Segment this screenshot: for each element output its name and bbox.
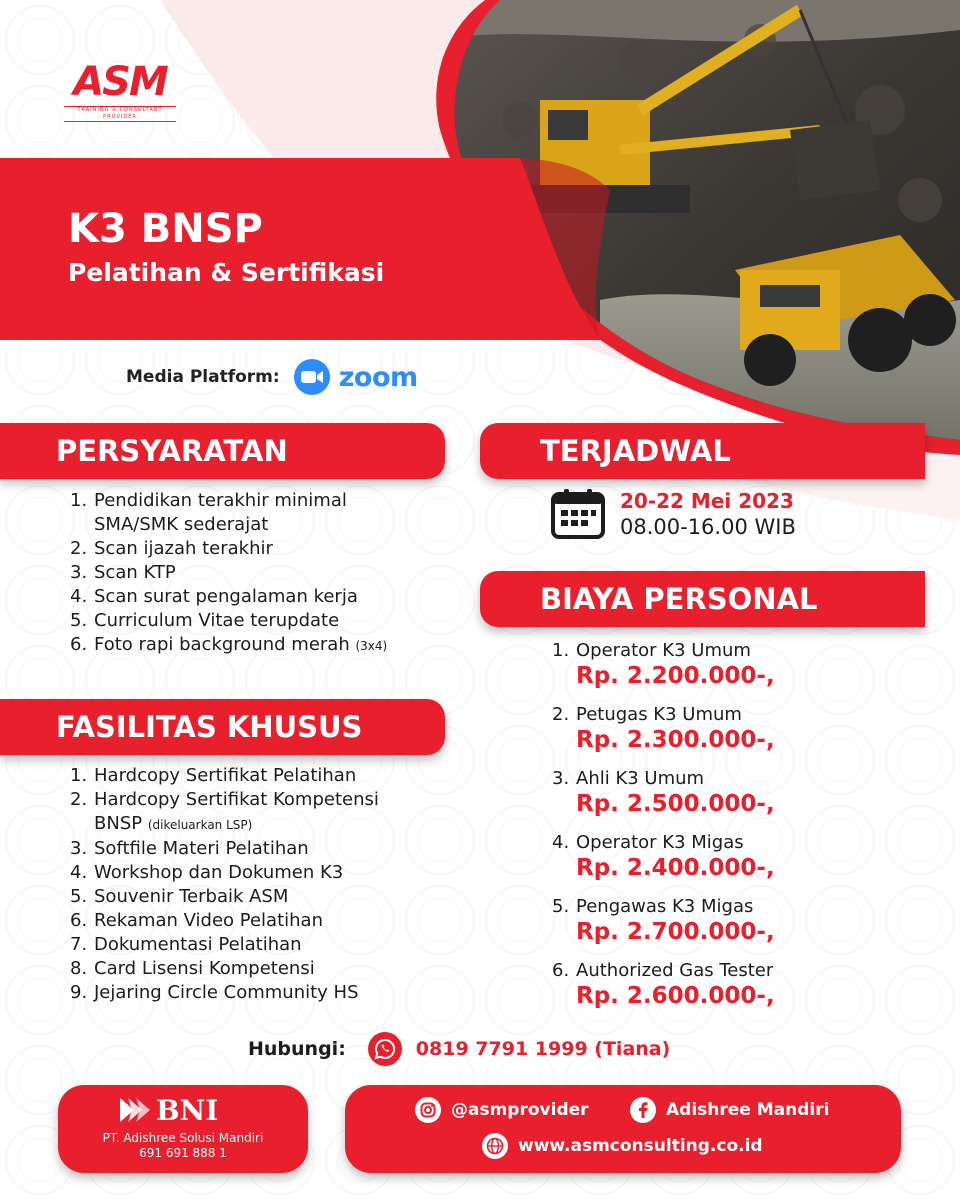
requirements-header (0, 423, 445, 479)
fee-item: 3. Ahli K3 Umum Rp. 2.500.000-, (552, 768, 775, 817)
list-item: 8. Card Lisensi Kompetensi (70, 958, 315, 979)
facilities-heading: FASILITAS KHUSUS (56, 710, 363, 744)
bni-logo (118, 1093, 218, 1127)
fee-label: Petugas K3 Umum (576, 704, 742, 725)
requirements-list (70, 489, 470, 658)
website-url: www.asmconsulting.co.id (518, 1136, 763, 1156)
fee-item: 2. Petugas K3 Umum Rp. 2.300.000-, (552, 704, 775, 753)
requirements-heading: PERSYARATAN (56, 434, 288, 468)
list-item: 5. Curriculum Vitae terupdate (70, 610, 340, 631)
bni-logo-icon (118, 1096, 152, 1124)
fee-price: Rp. 2.400.000-, (576, 855, 775, 881)
zoom-wordmark: zoom (338, 361, 418, 393)
logo-tagline: TRAINING & CONSULTANT PROVIDER (64, 106, 176, 122)
hero-title: K3 BNSP (68, 206, 263, 252)
fee-label: Operator K3 Migas (576, 832, 744, 853)
asm-logo (60, 58, 180, 120)
schedule-time: 08.00-16.00 WIB (620, 515, 796, 539)
facebook-name: Adishree Mandiri (666, 1100, 830, 1120)
fee-price: Rp. 2.700.000-, (576, 919, 775, 945)
website-link[interactable] (482, 1133, 763, 1159)
hero-subtitle: Pelatihan & Sertifikasi (68, 258, 385, 287)
facilities-list (70, 764, 480, 1005)
bank-info-box (58, 1085, 308, 1173)
globe-icon (482, 1133, 508, 1159)
fee-item: 4. Operator K3 Migas Rp. 2.400.000-, (552, 832, 775, 881)
fee-price: Rp. 2.300.000-, (576, 727, 775, 753)
instagram-handle: @asmprovider (451, 1100, 589, 1120)
list-item: 4. Scan surat pengalaman kerja (70, 586, 358, 607)
fees-heading: BIAYA PERSONAL (540, 582, 818, 616)
list-item: 9. Jejaring Circle Community HS (70, 982, 359, 1003)
list-item: 3. Scan KTP (70, 562, 176, 583)
calendar-icon (550, 488, 606, 540)
bni-wordmark: BNI (156, 1093, 219, 1127)
list-item: 7. Dokumentasi Pelatihan (70, 934, 302, 955)
list-item: 3. Softfile Materi Pelatihan (70, 838, 309, 859)
list-item: 4. Workshop dan Dokumen K3 (70, 862, 344, 883)
fee-item: 5. Pengawas K3 Migas Rp. 2.700.000-, (552, 896, 775, 945)
list-item: 1. Pendidikan terakhir minimal SMA/SMK sederajat (70, 490, 347, 535)
facebook-link[interactable] (630, 1097, 829, 1123)
media-platform (126, 362, 418, 392)
fee-item: 1. Operator K3 Umum Rp. 2.200.000-, (552, 640, 775, 689)
instagram-icon (415, 1097, 441, 1123)
list-item: 2. Scan ijazah terakhir (70, 538, 273, 559)
zoom-icon (294, 359, 330, 395)
whatsapp-icon[interactable] (368, 1032, 402, 1066)
schedule-header (480, 423, 925, 479)
list-item: 6. Rekaman Video Pelatihan (70, 910, 323, 931)
fee-label: Operator K3 Umum (576, 640, 751, 661)
contact-label: Hubungi: (248, 1038, 346, 1060)
social-info-box (345, 1085, 901, 1173)
list-item: 2. Hardcopy Sertifikat Kompetensi BNSP (dikeluarkan LSP) (70, 789, 379, 834)
contact-row (248, 1032, 670, 1066)
logo-text: ASM (73, 59, 167, 105)
schedule-heading: TERJADWAL (540, 434, 731, 468)
contact-phone[interactable]: 0819 7791 1999 (Tiana) (415, 1038, 671, 1060)
fee-label: Authorized Gas Tester (576, 960, 774, 981)
list-item: 1. Hardcopy Sertifikat Pelatihan (70, 765, 357, 786)
fee-price: Rp. 2.200.000-, (576, 663, 775, 689)
facilities-header (0, 699, 445, 755)
fee-price: Rp. 2.600.000-, (576, 983, 775, 1009)
list-item: 5. Souvenir Terbaik ASM (70, 886, 289, 907)
media-platform-label: Media Platform: (126, 367, 280, 387)
instagram-link[interactable] (415, 1097, 589, 1123)
fee-label: Ahli K3 Umum (576, 768, 705, 789)
bank-account-name: PT. Adishree Solusi Mandiri (102, 1131, 264, 1145)
fee-label: Pengawas K3 Migas (576, 896, 754, 917)
fee-item: 6. Authorized Gas Tester Rp. 2.600.000-, (552, 960, 775, 1009)
fees-header (480, 571, 925, 627)
bank-account-number: 691 691 888 1 (139, 1146, 227, 1160)
list-item: 6. Foto rapi background merah (3x4) (70, 634, 388, 655)
facebook-icon (630, 1097, 656, 1123)
schedule-date: 20-22 Mei 2023 (620, 489, 794, 513)
fee-price: Rp. 2.500.000-, (576, 791, 775, 817)
